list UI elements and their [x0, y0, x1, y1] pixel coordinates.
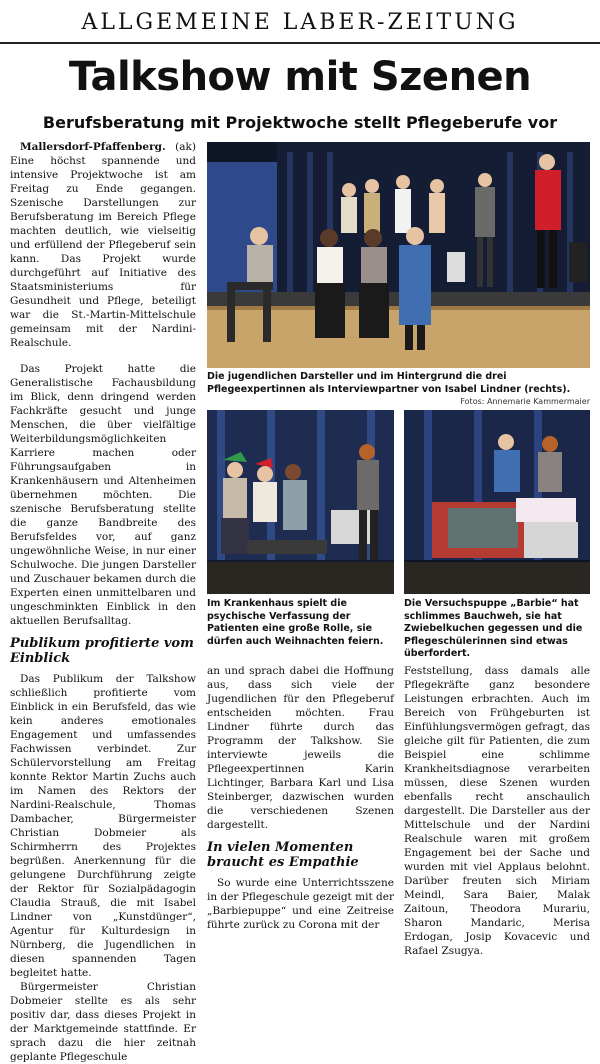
barbie-scene-photo — [404, 410, 590, 594]
paragraph: Bürgermeister Christian Dobmeier stellte es als sehr positiv dar, dass dieses Projekt in der Marktgemeinde stattfinde. Er sprach dazu die hier zeitnah geplante Pflegeschule — [10, 981, 196, 1063]
hospital-scene-image — [207, 410, 394, 594]
stage-scene-image — [207, 142, 590, 368]
newspaper-name: ALLGEMEINE LABER-ZEITUNG — [81, 10, 519, 35]
hospital-scene-photo — [207, 410, 394, 594]
right-photo-caption: Die Versuchspuppe „Barbie“ hat schlimmes Bauchweh, sie hat Zwiebelkuchen gegessen und die Pflegeschülerinnen sind etwas überfordert. — [404, 598, 583, 659]
left-photo-caption: Im Krankenhaus spielt die psychische Verfassung der Patienten eine große Rolle, sie dürfen auch Weihnachten feiern. — [207, 598, 384, 647]
paragraph: Das Projekt hatte die Generalistische Fachausbildung im Blick, denn dringend werden Fachkräfte gesucht und junge Menschen, die über vielfältige Weiterbildungsmöglichkeiten Karriere machen oder Führungsaufgaben in Krankenhäusern und Altenheimen übernehmen möchten. Die szenische Berufsberatung stellte die ganze Bandbreite des Berufsfeldes vor, auf ganz ungewöhnliche Weise, in nur einer Schulwoche. Die jungen Darsteller und Zuschauer bekamen durch die Experten einen unmittelbaren und ungeschminkten Einblick in den aktuellen Berufsalltag. — [10, 363, 196, 627]
article-column-3 — [404, 664, 590, 958]
subheadline: Berufsberatung mit Projektwoche stellt Pflegeberufe vor — [42, 113, 558, 132]
dateline: Mallersdorf-Pfaffenberg. — [20, 141, 166, 153]
paragraph: Das Publikum der Talkshow schließlich profitierte vom Einblick in ein Berufsfeld, das wie kein anderes emotionales Engagement und umfassendes Fachwissen verbindet. Zur Schülervorstellung am Freitag konnte Rektor Martin Zuchs auch im Namen des Rektors der Nardini-Realschule, Thomas Dambacher, Bürgermeister Christian Dobmeier als Schirmherrn des Projektes begrüßen. Anerkennung für die gelungene Durchführung zeigte der Rektor für Sozialpädagogin Claudia Strauß, die mit Isabel Lindner von „Kunstdünger“, Agentur für Kulturdesign in Nürnberg, die Jugendlichen in diesen spannenden Tagen begleitet hatte. — [10, 673, 196, 979]
paragraph: an und sprach dabei die Hoffnung aus, dass sich viele der Jugendlichen für den Pflegeberuf entscheiden möchten. Frau Lindner führte durch das Programm der Talkshow. Sie interviewte jeweils die Pflegeexpertinnen Karin Lichtinger, Barbara Karl und Lisa Steinberger, dazwischen wurden die verschiedenen Szenen dargestellt. — [207, 665, 394, 831]
paragraph: Feststellung, dass damals alle Pflegekräfte ganz besondere Leistungen erbrachten. Auch im Bereich von Frühgeburten ist Einfühlungsvermögen gefragt, das gleiche gilt für Patienten, die zum Beispiel eine schlimme Krankheitsdiagnose verarbeiten müssen, diese Szenen wurden ebenfalls recht anschaulich dargestellt. Die Darsteller aus der Mittelschule und der Nardini Realschule waren mit großem Engagement bei der Sache und wurden mit viel Applaus belohnt. Darüber freuten sich Miriam Meindl, Sara Baier, Malak Zaitoun, Theodora Murariu, Sharon Mandaric, Merisa Erdogan, Josip Kovacevic und Rafael Zsugya. — [404, 665, 590, 957]
masthead — [0, 0, 600, 44]
barbie-scene-image — [404, 410, 590, 594]
article-column-2 — [207, 664, 394, 932]
subheading: In vielen Momenten braucht es Empathie — [207, 840, 359, 870]
lead-text: Eine höchst spannende und intensive Projektwoche ist am Freitag zu Ende gegangen. Szenische Darstellungen zur Berufsberatung im Bereich Pflege machten deutlich, wie vielseitig und erfüllend der Pflegeberuf sein kann. Das Projekt wurde durchgeführt auf Initiative des Staatsministeriums für Gesundheit und Pflege, beteiligt war die St.-Martin-Mittelschule gemeinsam mit der Nardini-Realschule. — [10, 155, 196, 349]
paragraph: So wurde eine Unterrichtsszene in der Pflegeschule gezeigt mit der „Barbiepuppe“ und eine Zeitreise führte zurück zu Corona mit der — [207, 877, 394, 931]
caption-text: Die jugendlichen Darsteller und im Hintergrund die drei Pflegeexpertinnen als Interviewpartner von Isabel Lindner (rechts). — [207, 371, 571, 395]
headline: Talkshow mit Szenen — [68, 54, 532, 100]
article-column-1 — [10, 140, 196, 1064]
author-tag: (ak) — [175, 141, 196, 153]
lead-paragraph — [10, 140, 196, 350]
subheading: Publikum profitierte vom Einblick — [10, 636, 194, 666]
main-photo-caption — [207, 371, 590, 409]
main-photo — [207, 142, 590, 368]
photo-credit: Fotos: Annemarie Kammermaier — [460, 397, 590, 406]
